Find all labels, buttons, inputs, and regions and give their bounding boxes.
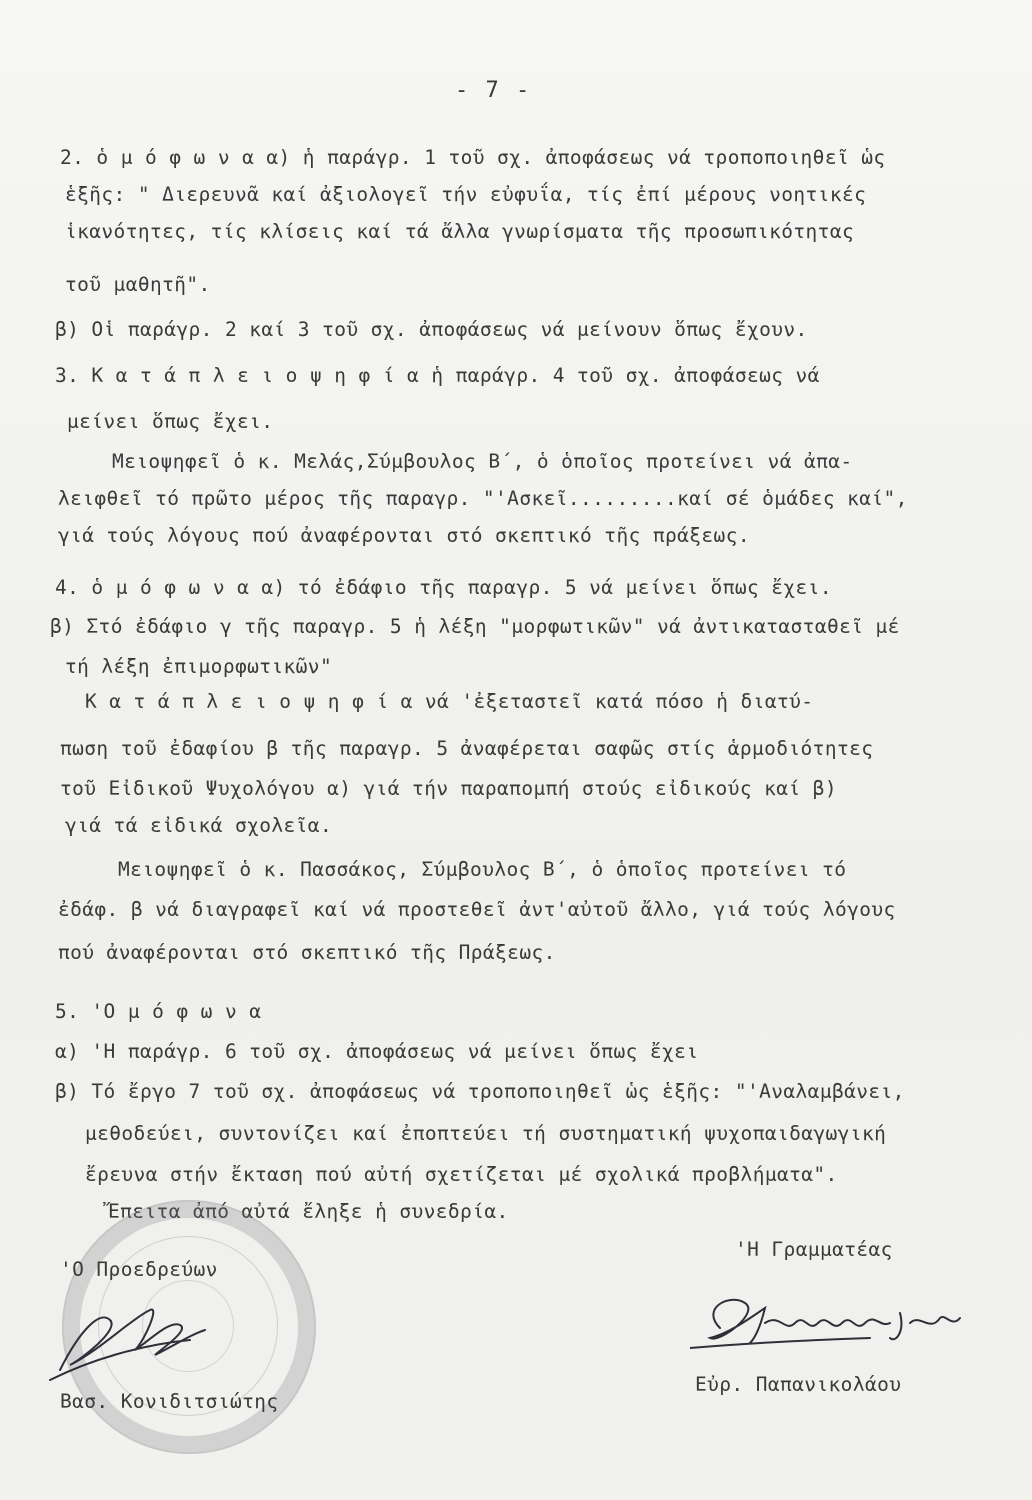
text-line: ἐδάφ. β νά διαγραφεῖ καί νά προστεθεῖ ἀντ'αὐτοῦ ἄλλο, γιά τούς λόγους — [58, 898, 896, 921]
text-line: μεθοδεύει, συντονίζει καί ἐποπτεύει τή συστηματική ψυχοπαιδαγωγική — [85, 1122, 887, 1145]
president-name: Βασ. Κονιδιτσιώτης — [60, 1390, 279, 1413]
text-line: Μειοψηφεῖ ὁ κ. Πασσάκος, Σύμβουλος Β΄, ὁ ὁποῖος προτείνει τό — [118, 858, 847, 881]
text-line: Ἔπειτα ἀπό αὐτά ἔληξε ἡ συνεδρία. — [108, 1200, 509, 1223]
text-line: τοῦ Εἰδικοῦ Ψυχολόγου α) γιά τήν παραπομπή στούς εἰδικούς καί β) — [60, 777, 837, 800]
text-line: 2. ὁ μ ό φ ω ν α α) ἡ παράγρ. 1 τοῦ σχ. ἀποφάσεως νά τροποποιηθεῖ ὡς — [60, 146, 886, 169]
text-line: β) Τό ἔργο 7 τοῦ σχ. ἀποφάσεως νά τροποποιηθεῖ ὡς ἑξῆς: "'Αναλαμβάνει, — [55, 1080, 905, 1103]
text-line: πού ἀναφέρονται στό σκεπτικό τῆς Πράξεως. — [58, 941, 556, 964]
president-title: 'Ο Προεδρεύων — [60, 1258, 218, 1281]
secretary-signature — [690, 1288, 980, 1358]
page-number: - 7 - — [455, 78, 532, 103]
text-line: γιά τά εἰδικά σχολεῖα. — [65, 814, 333, 837]
text-line: α) 'Η παράγρ. 6 τοῦ σχ. ἀποφάσεως νά μείνει ὅπως ἔχει — [55, 1040, 699, 1063]
text-line: 5. 'Ο μ ό φ ω ν α — [55, 1000, 262, 1023]
text-line: β) Οἱ παράγρ. 2 καί 3 τοῦ σχ. ἀποφάσεως νά μείνουν ὅπως ἔχουν. — [55, 318, 808, 341]
text-line: Κ α τ ά π λ ε ι ο ψ η φ ί α νά 'ἐξεταστεῖ κατά πόσο ἡ διατύ- — [85, 690, 814, 713]
text-line: πωση τοῦ ἐδαφίου β τῆς παραγρ. 5 ἀναφέρεται σαφῶς στίς ἁρμοδιότητες — [60, 737, 874, 760]
text-line: 4. ὁ μ ό φ ω ν α α) τό ἐδάφιο τῆς παραγρ. 5 νά μείνει ὅπως ἔχει. — [55, 576, 832, 599]
text-line: τοῦ μαθητῆ". — [65, 273, 211, 296]
text-line: λειφθεῖ τό πρῶτο μέρος τῆς παραγρ. "'Ασκεῖ.........καί σέ ὁμάδες καί", — [58, 487, 908, 510]
text-line: ἔρευνα στήν ἔκταση πού αὐτή σχετίζεται μέ σχολικά προβλήματα". — [85, 1163, 838, 1186]
text-line: τή λέξη ἐπιμορφωτικῶν" — [65, 655, 333, 678]
text-line: Μειοψηφεῖ ὁ κ. Μελάς,Σύμβουλος Β΄, ὁ ὁποῖος προτείνει νά ἀπα- — [112, 450, 853, 473]
president-signature — [40, 1290, 240, 1390]
text-line: 3. Κ α τ ά π λ ε ι ο ψ η φ ί α ἡ παράγρ. 4 τοῦ σχ. ἀποφάσεως νά — [55, 364, 820, 387]
text-line: γιά τούς λόγους πού ἀναφέρονται στό σκεπτικό τῆς πράξεως. — [58, 524, 750, 547]
text-line: ἱκανότητες, τίς κλίσεις καί τά ἄλλα γνωρίσματα τῆς προσωπικότητας — [65, 220, 855, 243]
secretary-name: Εὐρ. Παπανικολάου — [695, 1373, 902, 1396]
secretary-title: 'Η Γραμματέας — [735, 1238, 893, 1261]
text-line: μείνει ὅπως ἔχει. — [67, 410, 274, 433]
text-line: ἑξῆς: " Διερευνᾶ καί ἀξιολογεῖ τήν εὐφυΐα, τίς ἐπί μέρους νοητικές — [65, 183, 867, 206]
text-line: β) Στό ἐδάφιο γ τῆς παραγρ. 5 ἡ λέξη "μορφωτικῶν" νά ἀντικατασταθεῖ μέ — [50, 615, 900, 638]
